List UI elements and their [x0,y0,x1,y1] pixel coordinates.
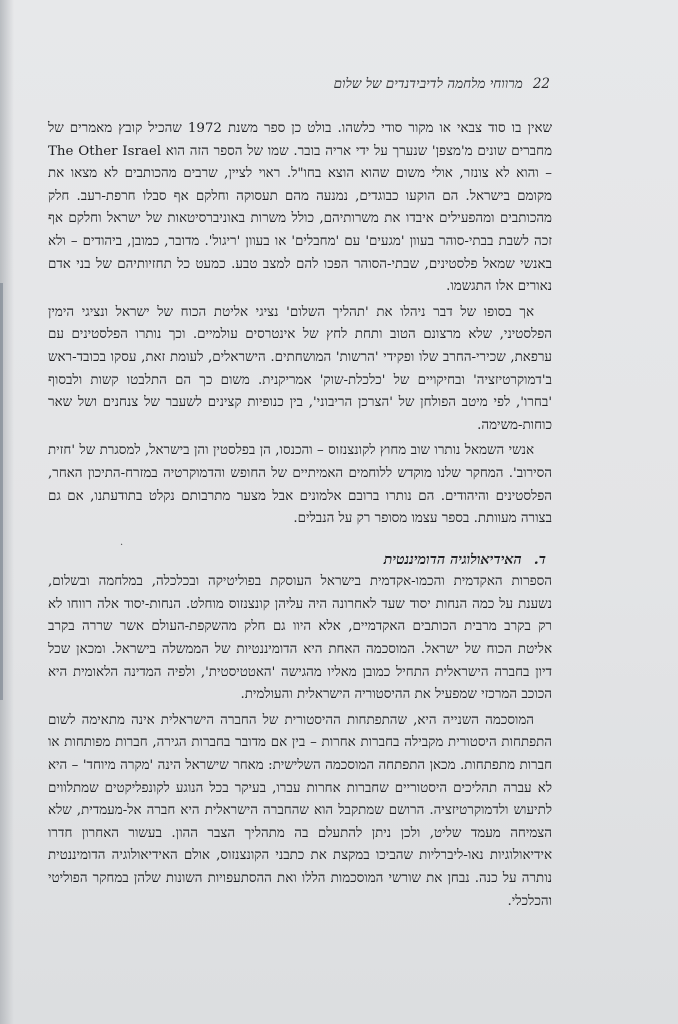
separator-mark: · [120,539,124,551]
paragraph-4: הספרות האקדמית והכמו-אקדמית בישראל העוסקת בפוליטיקה ובכלכלה, במלחמה ובשלום, נשענת על כמה הנחות יסוד שעד לאחרונה היה עליהן קונצנזוס מוחלט. הנחות-יסוד אלה רווחו לא רק בקרב מרבית הכותבים האקדמיים, אלא היוו גם חלק מהשקפת-העולם אשר שררה בקרב אליטת הכוח של ישראל. המוסכמה האחת היא הדומיננטיות של הממשלה בישראל. ומכאן שכל דיון בחברה הישראלית התחיל כמובן מאליו מהגישה 'האטטיסטית', ולפיה המדינה הלאומית היא הכוכב המרכזי שמפעיל את ההיסטוריה הישראלית והעולמית. [48,574,552,703]
paragraph-5: המוסכמה השנייה היא, שהתפתחות ההיסטורית של החברה הישראלית אינה מתאימה לשום התפתחות היסטורית מקבילה בחברות אחרות – בין אם מדובר בחברות הגירה, חברות מפותחות או חברות מתפתחות. מכאן התפתחה המוסכמה השלישית: מאחר שישראל הינה 'מקרה מיוחד' – היא לא עברה תהליכים היסטוריים שחברות אחרות עברו, בעיקר בכל הנוגע לקונפליקטים שמתלווים לתיעוש ולדמוקרטיזציה. הרושם שמתקבל הוא שהחברה הישראלית היא חברה אל-מעמדית, שלא הצמיחה מעמד שליט, ולכן ניתן להתעלם בה מתהליך הצבר ההון. בעשור האחרון חדרו אידיאולוגיות נאו-ליברליות שהביכו במקצת את כתבני הקונצנזוס, אולם האידיאולוגיה הדומיננטית נותרה על כנה. נבחן את שורשי המוסכמות הללו ואת ההסתעפויות השונות שלהן במחקר הפוליטי והכלכלי. [48,712,552,909]
running-head-title: מרווחי מלחמה לדיבידנדים של שלום [333,76,523,92]
section-title: האידיאולוגיה הדומיננטית [383,551,522,568]
paragraph-3: אנשי השמאל נותרו שוב מחוץ לקונצנזוס – והכנסו, הן בפלסטין והן בישראל, למסגרת של 'חזית הסירוב'. המחקר שלנו מוקדש ללוחמים האמיתיים של החופש והדמוקרטיה במזרח-התיכון האחר, הפלסטינים והיהודים. הם נותרו ברובם אלמונים אבל מצער מתרבותם נקלט בתודעתנו, אם גם בצורה מעוותת. בספר עצמו מסופר רק על הנבלים. [48,443,552,527]
body-text [48,118,552,913]
page-number: 22 [532,76,550,92]
paragraph-1: שאין בו סוד צבאי או מקור סודי כלשהו. בולט כן ספר משנת 1972 שהכיל קובץ מאמרים של מחברים שונים מ'מצפן' שנערך על ידי אריה בובר. שמו של הספר הזה הוא The Other Israel – והוא לא צונזר, אולי משום שהוא הוצא בחו"ל. ראוי לציין, שרבים מהכותבים לא מצאו את מקומם בישראל. הם הוקעו כבוגדים, נמנעה מהם תעסוקה וחלקם אף סבלו חרפת-רעב. חלק מהכותבים ומהפעילים איבדו את משרותיהם, כולל משרות באוניברסיטאות של ישראל וחלקם אף זכה לשבת בבתי-סוהר בעוון 'מגעים' עם 'מחבלים' או בעוון 'ריגול'. מדובר, כמובן, ביהודים – ולא באנשי שמאל פלסטינים, שבתי-הסוהר הפכו להם למצב טבע. כמעט כל תחזיותיהם של בני אדם נאורים אלו התגשמו. [48,121,553,295]
section-separator [48,531,552,549]
paragraph-2: אך בסופו של דבר ניהלו את 'תהליך השלום' נציגי אליטת הכוח של ישראל ונציגי הימין הפלסטיני, שלא מרצונם הטוב ותחת לחץ של אינטרסים עולמיים. וכך נותרו הפלסטינים עם ערפאת, שכירי-החרב שלו ופקידי 'הרשות' המושחתים. הישראלים, לעומת זאת, עסקו בכובד-ראש ב'דמוקרטיזציה' ובחיקויים של 'כלכלת-שוק' אמריקנית. משום כך הם התלבטו קשות ולבסוף 'בחרו', לפי מיטב הפולחן של 'הצרכן הריבוני', בין כנופיות קצינים לשעבר של צנחנים ושל שאר כוחות-משימה. [48,304,552,433]
running-head [330,76,550,92]
section-number: ד. [533,551,546,568]
section-heading [48,549,552,572]
page-edge-mark [0,283,3,700]
